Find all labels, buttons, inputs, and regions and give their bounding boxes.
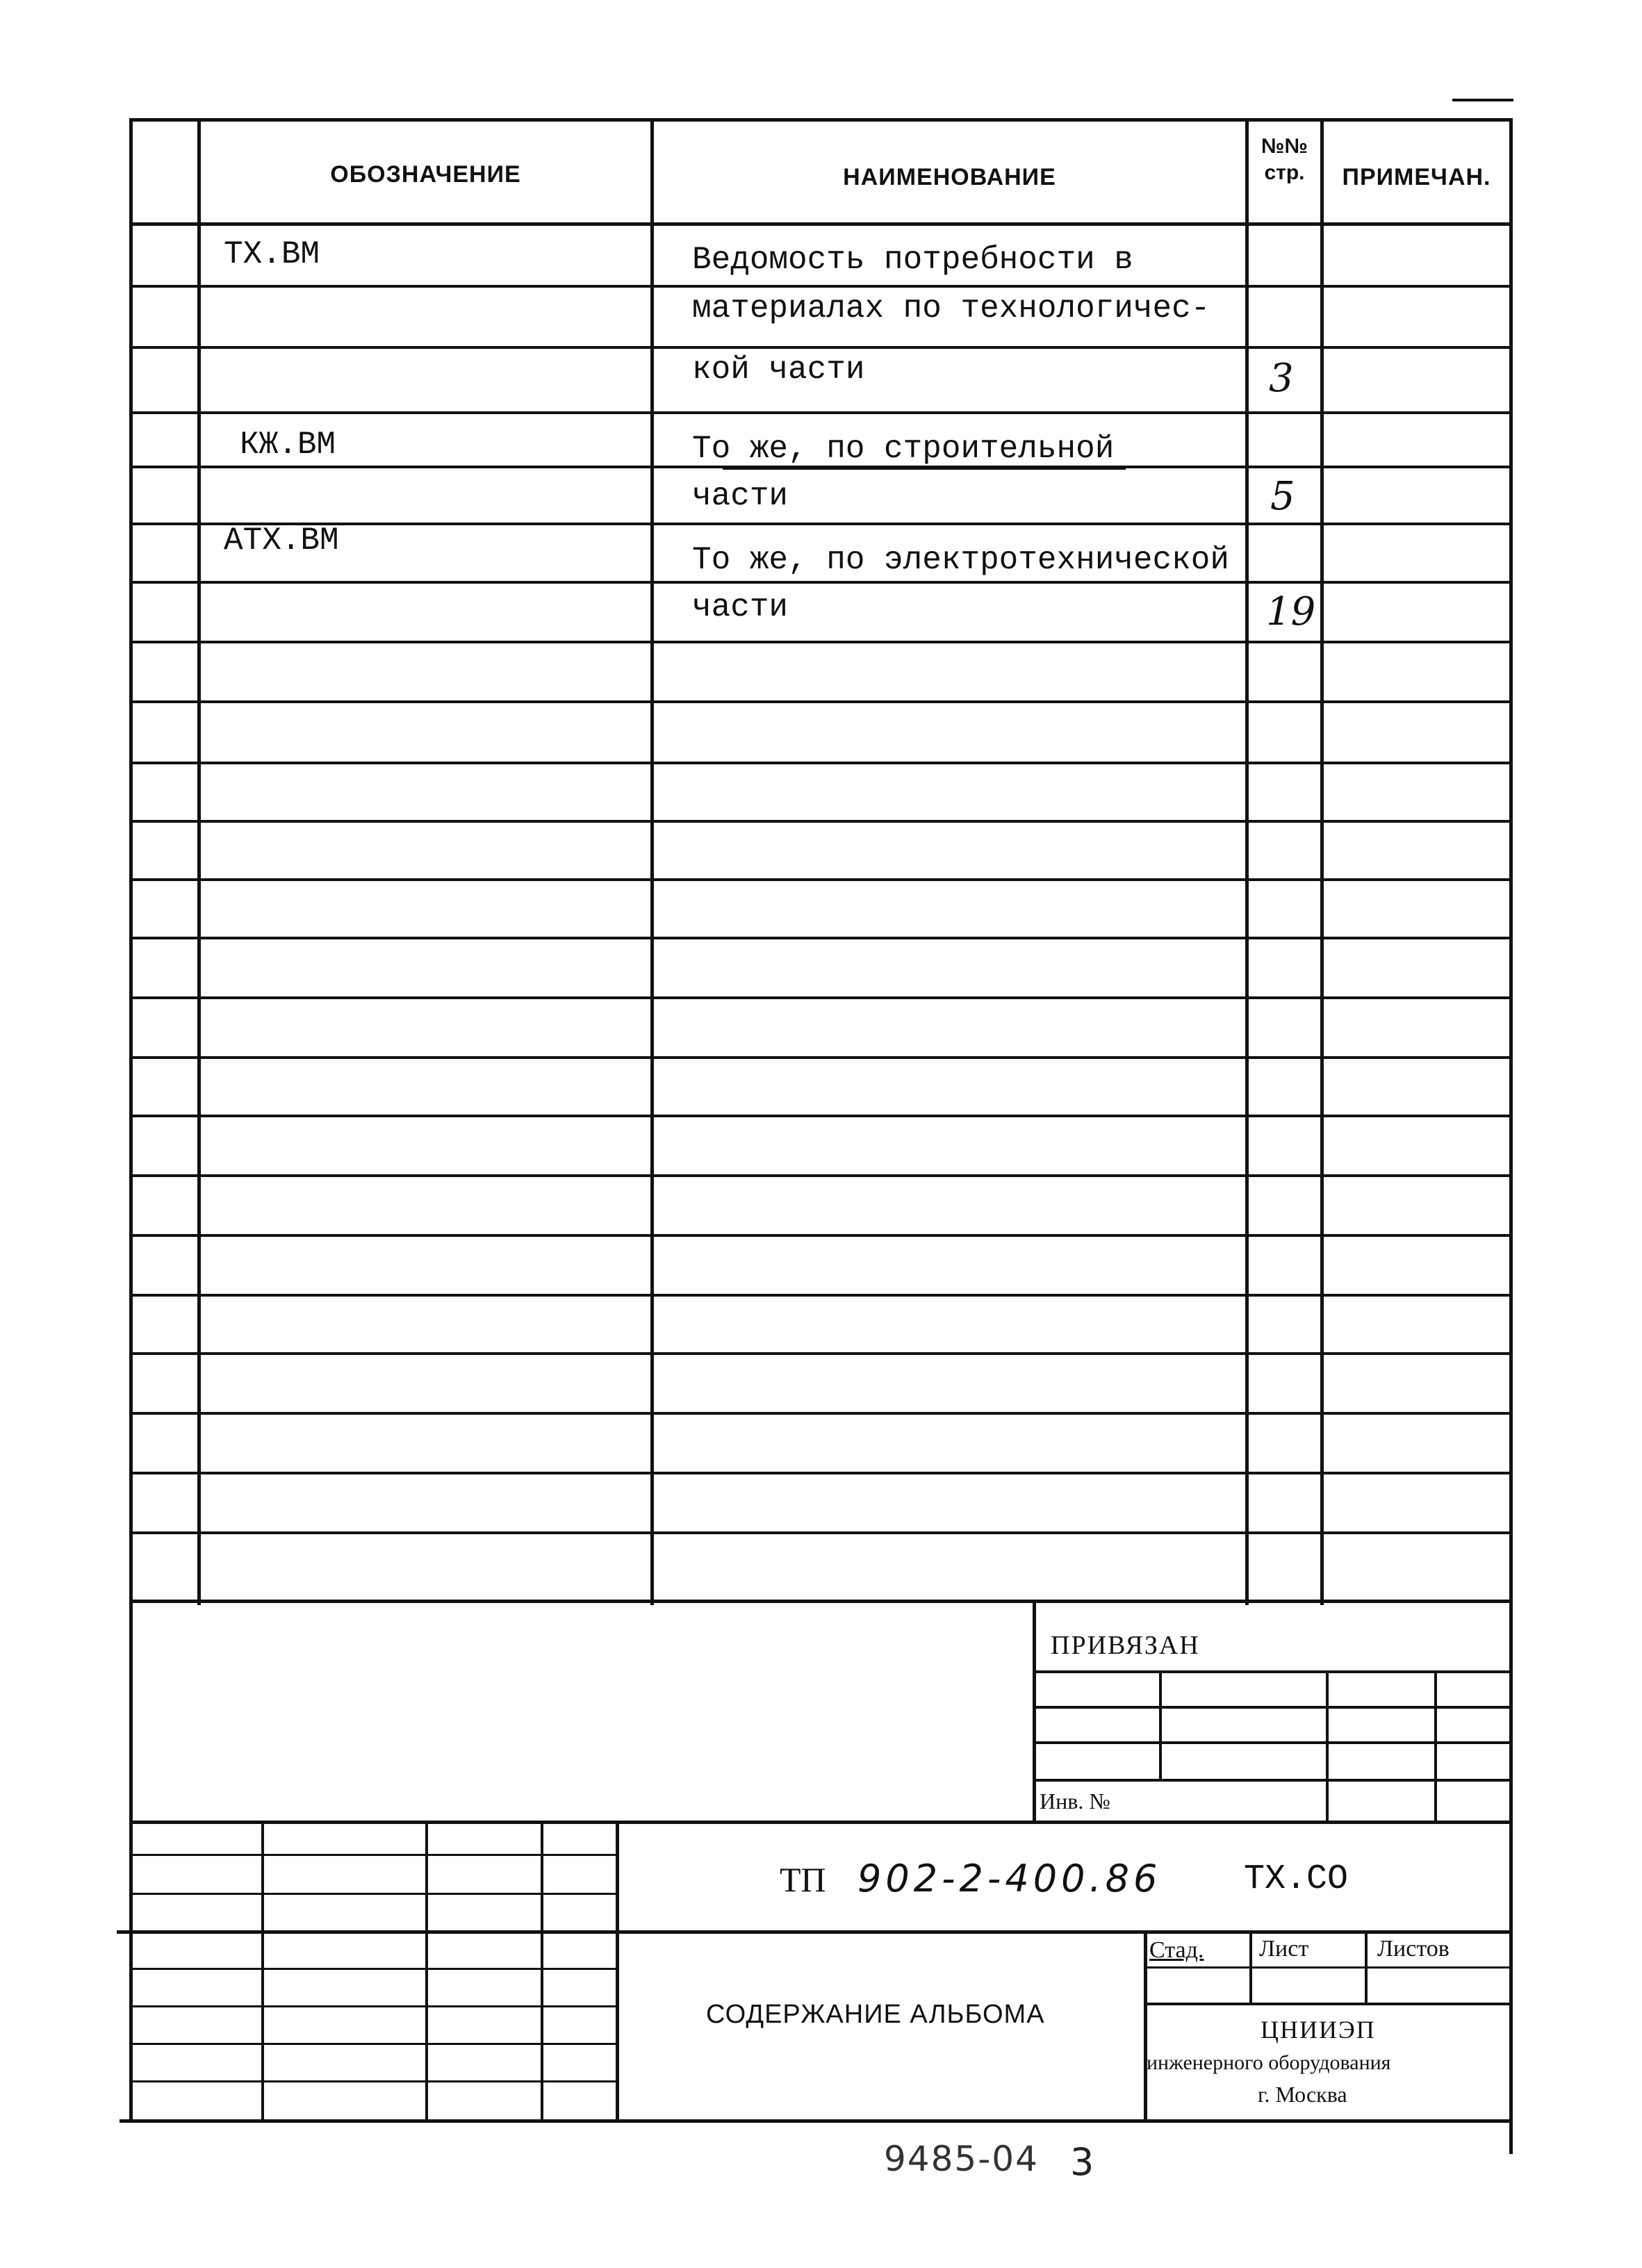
linked-col-line xyxy=(1326,1670,1329,1822)
stamp-grid-col xyxy=(541,1821,543,2121)
stamp-grid-row xyxy=(129,1893,616,1895)
row-2-page: 5 xyxy=(1270,474,1295,519)
row-line xyxy=(129,1412,1513,1415)
stamp-grid-row xyxy=(129,1854,616,1856)
stage-label: Стад. xyxy=(1149,1937,1204,1963)
row-2-name-line2: части xyxy=(692,478,789,514)
row-line xyxy=(129,1531,1513,1534)
linked-row-line xyxy=(1033,1741,1513,1744)
org-city: г. Москва xyxy=(1258,2082,1347,2107)
row-line xyxy=(129,700,1513,703)
header-page-no xyxy=(1249,133,1320,186)
row-line xyxy=(129,762,1513,764)
row-line xyxy=(129,937,1513,939)
row-line xyxy=(129,285,1513,288)
org-line2: инженерного оборудования xyxy=(1147,2051,1391,2074)
row-2-designation: КЖ.ВМ xyxy=(240,427,336,463)
table-border-top xyxy=(129,118,1513,122)
doc-code: ТХ.СО xyxy=(1244,1859,1349,1899)
row-3-page: 19 xyxy=(1266,589,1316,634)
linked-row-line xyxy=(1033,1706,1513,1709)
column-divider xyxy=(197,118,201,1605)
row-2-underline xyxy=(723,468,1126,470)
row-line xyxy=(129,878,1513,881)
row-3-name-line2: части xyxy=(692,589,789,625)
row-line xyxy=(129,1472,1513,1474)
row-3-name-line1: То же, по электротехнической xyxy=(692,542,1229,578)
stamp-grid-row xyxy=(129,2080,616,2082)
doc-number: 902-2-400.86 xyxy=(857,1857,1162,1900)
table-border-right xyxy=(1509,118,1513,2154)
row-1-name-line2: материалах по технологичес- xyxy=(692,290,1210,327)
table-border-left xyxy=(129,118,133,1605)
inv-label: Инв. № xyxy=(1040,1789,1110,1814)
header-page-no-line1: №№ xyxy=(1261,135,1308,158)
row-1-designation: ТХ.ВМ xyxy=(224,236,320,272)
org-name: ЦНИИЭП xyxy=(1261,2016,1376,2044)
linked-col-line xyxy=(1159,1670,1162,1782)
info-block-left xyxy=(1144,1932,1147,2121)
linked-row-line xyxy=(1033,1779,1513,1782)
row-line xyxy=(129,1056,1513,1059)
row-line xyxy=(129,820,1513,823)
column-divider xyxy=(1245,118,1249,1605)
info-block-row xyxy=(1144,2003,1513,2005)
stamp-grid-row xyxy=(129,2005,616,2007)
row-line xyxy=(129,641,1513,643)
header-designation: ОБОЗНАЧЕНИЕ xyxy=(330,161,521,188)
row-3-designation: АТХ.ВМ xyxy=(224,523,339,559)
row-line xyxy=(129,581,1513,584)
page-number: 3 xyxy=(1070,2140,1094,2184)
header-name: НАИМЕНОВАНИЕ xyxy=(843,164,1056,190)
row-1-name-line1: Ведомость потребности в xyxy=(692,242,1133,278)
header-bottom-line xyxy=(129,222,1513,226)
header-page-no-line2: стр. xyxy=(1264,161,1305,184)
sheet-label: Лист xyxy=(1259,1936,1309,1962)
row-1-page: 3 xyxy=(1269,356,1294,401)
stamp-grid-row xyxy=(129,1968,616,1970)
stamp-grid-col xyxy=(616,1821,619,2121)
stamp-grid-col xyxy=(425,1821,428,2121)
stamp-bottom-line xyxy=(120,2119,1513,2123)
linked-col-line xyxy=(1434,1670,1437,1822)
row-2-name-line1: То же, по строительной xyxy=(692,431,1115,467)
stamp-mid-line xyxy=(117,1930,1513,1934)
stamp-grid-col xyxy=(261,1821,264,2121)
row-line xyxy=(129,1352,1513,1355)
linked-label: ПРИВЯЗАН xyxy=(1051,1631,1200,1660)
row-line xyxy=(129,346,1513,349)
info-block-row xyxy=(1144,1966,1513,1969)
album-title: СОДЕРЖАНИЕ АЛЬБОМА xyxy=(706,2000,1045,2029)
column-divider xyxy=(650,118,654,1605)
column-divider xyxy=(1320,118,1324,1605)
row-line xyxy=(129,1174,1513,1177)
doc-prefix: ТП xyxy=(780,1860,826,1899)
archive-number: 9485-04 xyxy=(884,2139,1039,2179)
row-line xyxy=(129,1294,1513,1297)
row-1-name-line3: кой части xyxy=(692,352,865,388)
stamp-main-top xyxy=(129,1821,1513,1824)
header-note: ПРИМЕЧАН. xyxy=(1342,164,1491,190)
row-line xyxy=(129,411,1513,414)
sheets-label: Листов xyxy=(1377,1936,1450,1962)
linked-row-line xyxy=(1033,1670,1513,1673)
row-line xyxy=(129,1115,1513,1117)
corner-mark xyxy=(1452,99,1513,101)
linked-block-left xyxy=(1033,1600,1036,1822)
stamp-grid-row xyxy=(129,2043,616,2045)
row-line xyxy=(129,1234,1513,1237)
stamp-top-line xyxy=(129,1600,1513,1603)
row-line xyxy=(129,996,1513,999)
